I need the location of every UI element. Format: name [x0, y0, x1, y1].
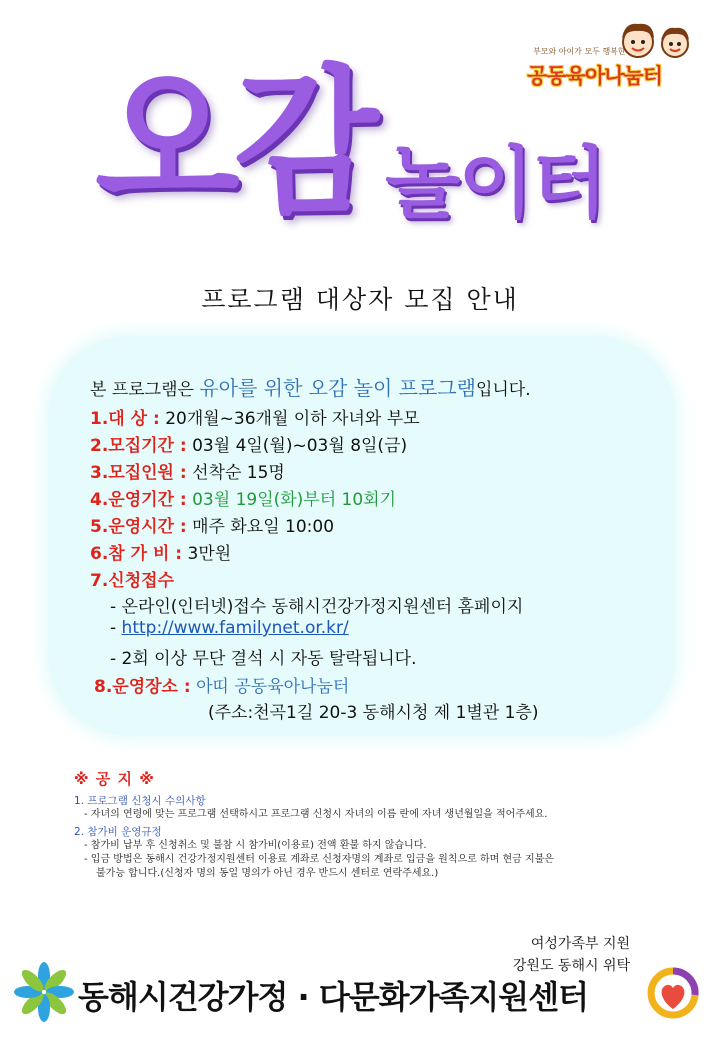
notice-item: - 입금 방법은 동해시 건강가정지원센터 이용료 계좌로 신청자명의 계좌로 입금을 원칙으로 하며 현금 지불은 — [84, 854, 554, 865]
notice-section-2: 2. 참가비 운영규정 — [74, 826, 162, 838]
info-item-place — [94, 672, 349, 697]
familynet-link[interactable]: http://www.familynet.or.kr/ — [121, 618, 349, 638]
intro-highlight: 유아를 위한 오감 놀이 프로그램 — [199, 376, 476, 400]
info-label: 6.참 가 비 : — [90, 544, 183, 564]
info-item-operating-time — [90, 512, 334, 537]
notice-item: - 참가비 납부 후 신청취소 및 불참 시 참가비(이용료) 전액 환불 하지 않습니다. — [84, 840, 427, 851]
logo-name: 공동육아나눔터 — [527, 64, 663, 88]
children-faces-icon — [613, 18, 703, 63]
address-line: (주소:천곡1길 20-3 동해시청 제 1별관 1층) — [208, 703, 539, 723]
intro-line — [90, 372, 531, 401]
notice-section-1: 1. 프로그램 신청시 수의사항 — [74, 795, 206, 807]
program-info-box — [48, 336, 676, 736]
info-value: 03월 19일(화)부터 10회기 — [192, 490, 397, 510]
notice-section — [74, 768, 694, 881]
intro-suffix: 입니다. — [475, 380, 531, 400]
info-label: 8.운영장소 : — [94, 677, 191, 697]
notice-item-continued: 불가능 합니다.(신청자 명의 동일 명의가 아닌 경우 반드시 센터로 연락주세요.) — [96, 868, 439, 879]
info-value: 3만원 — [187, 544, 232, 564]
center-name: 동해시건강가정 · 다문화가족지원센터 — [78, 978, 589, 1016]
info-item-recruit-period — [90, 431, 407, 456]
apply-label: 7.신청접수 — [90, 571, 174, 591]
info-value: 아띠 공동육아나눔터 — [196, 677, 350, 697]
info-label: 2.모집기간 : — [90, 436, 187, 456]
info-label: 4.운영기간 : — [90, 490, 187, 510]
info-label: 3.모집인원 : — [90, 463, 187, 483]
title-sub: 놀이터 — [385, 139, 606, 229]
info-item-fee — [90, 539, 231, 564]
info-value: 매주 화요일 10:00 — [192, 517, 335, 537]
apply-line-url — [110, 618, 349, 638]
logo-tagline: 부모와 아이가 모두 행복한 — [533, 47, 626, 56]
intro-prefix: 본 프로그램은 — [90, 380, 194, 400]
info-item-operating-period — [90, 485, 396, 510]
apply-line-absence: - 2회 이상 무단 결석 시 자동 탈락됩니다. — [110, 649, 417, 669]
apply-dash: - — [110, 618, 117, 638]
support-line-ministry: 여성가족부 지원 — [530, 936, 630, 952]
info-value: 선착순 15명 — [192, 463, 285, 483]
support-text — [490, 933, 630, 977]
page-subtitle: 프로그램 대상자 모집 안내 — [201, 285, 519, 314]
center-star-logo-icon — [12, 960, 76, 1024]
nanumteo-logo — [505, 18, 705, 93]
info-item-target — [90, 404, 420, 429]
info-item-recruit-count — [90, 458, 285, 483]
notice-heading: ※ 공 지 ※ — [74, 770, 155, 788]
multicultural-heart-logo-icon — [645, 965, 701, 1021]
support-line-city: 강원도 동해시 위탁 — [512, 958, 630, 974]
notice-item: - 자녀의 연령에 맞는 프로그램 선택하시고 프로그램 신청시 자녀의 이름 란에 자녀 생년월일을 적어주세요. — [84, 809, 548, 820]
info-label: 1.대 상 : — [90, 409, 160, 429]
info-value: 03월 4일(월)~03월 8일(금) — [192, 436, 408, 456]
apply-line-online: - 온라인(인터넷)접수 동해시건강가정지원센터 홈페이지 — [110, 597, 524, 617]
title-main: 오감 — [95, 51, 373, 235]
info-label: 5.운영시간 : — [90, 517, 187, 537]
info-value: 20개월~36개월 이하 자녀와 부모 — [165, 409, 420, 429]
